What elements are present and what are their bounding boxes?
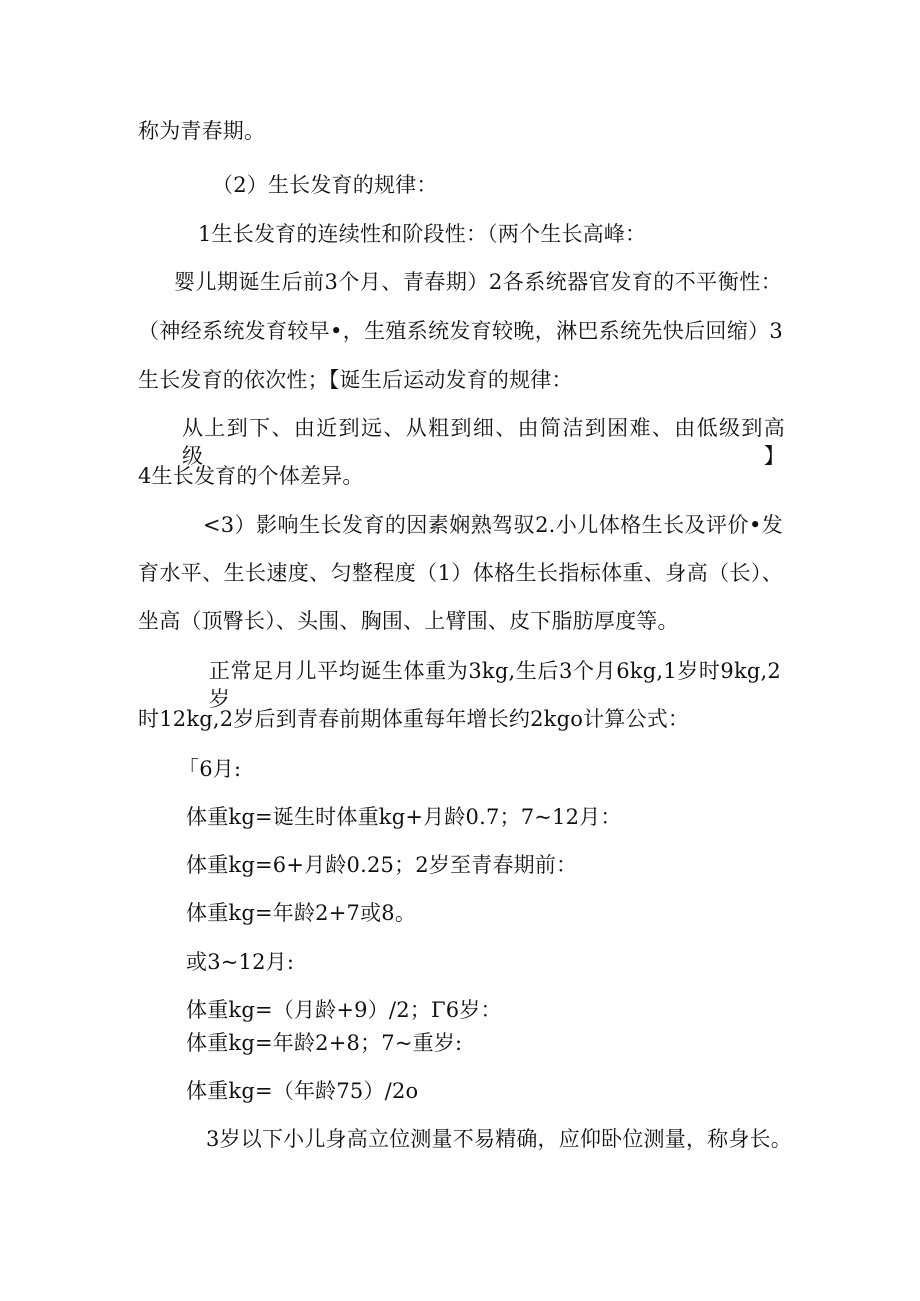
text-line-10: 育水平、生长速度、匀整程度（1）体格生长指标体重、身高（长）、	[138, 561, 783, 585]
formula-line-5: 体重kg=年龄2+8；7~重岁:	[186, 1031, 463, 1055]
text-line-11: 坐高（顶臀长）、头围、胸围、上臂围、皮下脂肪厚度等。	[138, 609, 679, 633]
text-line-13: 时12kg,2岁后到青春前期体重每年增长约2kgo计算公式：	[138, 707, 690, 731]
formula-line-2: 体重kg=6+月龄0.25；2岁至青春期前：	[186, 853, 578, 877]
text-line-6: 生长发育的依次性；【诞生后运动发育的规律：	[138, 368, 573, 392]
formula-line-4: 体重kg=（月龄+9）/2；Γ6岁：	[186, 998, 502, 1022]
text-line-3: 1生长发育的连续性和阶段性：（两个生长高峰：	[198, 222, 647, 246]
formula-label-under-6-months: 「6月:	[178, 757, 242, 781]
formula-line-1: 体重kg=诞生时体重kg+月龄0.7；7~12月：	[186, 805, 622, 829]
text-line-8: 4生长发育的个体差异。	[138, 464, 364, 488]
section-heading-influencing-factors: <3）影响生长发育的因素娴熟驾驭2.小儿体格生长及评价•发	[203, 513, 783, 537]
text-line-5: （神经系统发育较早•，生殖系统发育较晚，淋巴系统先快后回缩）3	[138, 319, 783, 343]
section-heading-growth-rules: （2）生长发育的规律：	[212, 173, 438, 197]
text-line-22: 3岁以下小儿身高立位测量不易精确，应仰卧位测量，称身长。	[206, 1127, 792, 1151]
formula-line-6: 体重kg=（年龄75）/2o	[186, 1079, 419, 1103]
text-line-12: 正常足月儿平均诞生体重为3kg,生后3个月6kg,1岁时9kg,2岁	[209, 659, 781, 711]
text-line-4: 婴儿期诞生后前3个月、青春期）2各系统器官发育的不平衡性：	[174, 270, 782, 294]
formula-line-3: 体重kg=年龄2+7或8。	[186, 901, 417, 925]
text-line-1: 称为青春期。	[138, 119, 266, 143]
formula-label-3-12-months: 或3~12月:	[186, 950, 295, 974]
text-line-7: 从上到下、由近到远、从粗到细、由简洁到困难、由低级到高级】	[182, 416, 785, 468]
